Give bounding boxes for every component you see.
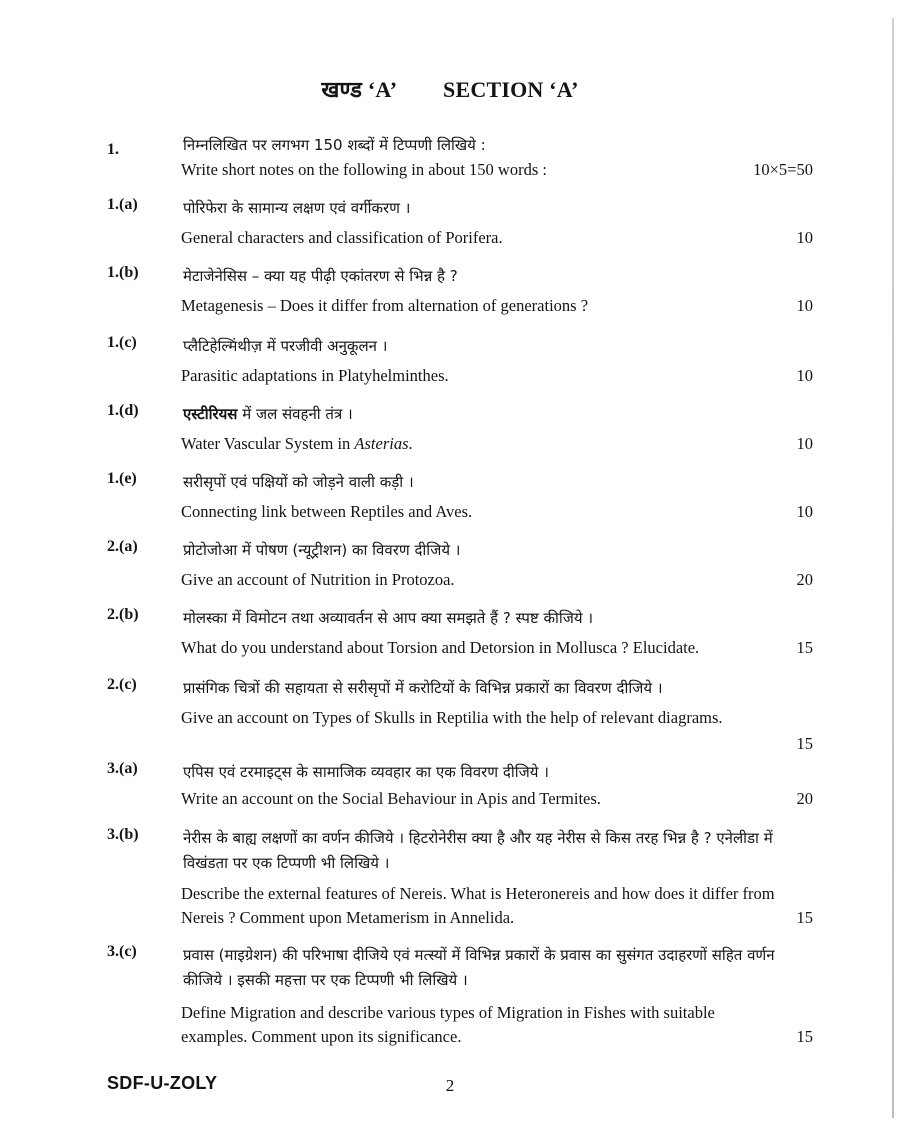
hindi-text-rest: में जल संवहनी तंत्र । (237, 405, 353, 423)
question-marks: 15 (796, 908, 813, 927)
question-marks: 10 (796, 228, 813, 247)
question-marks: 15 (796, 1027, 813, 1046)
question-marks: 10 (796, 434, 813, 453)
section-header (0, 74, 900, 104)
question-marks: 20 (796, 570, 813, 589)
question-number: 1.(c) (107, 334, 137, 351)
english-text-tail: . (408, 434, 413, 453)
page-number: 2 (445, 1076, 455, 1095)
question-text-hindi: पोरिफेरा के सामान्य लक्षण एवं वर्गीकरण । (183, 199, 411, 217)
question-text-english: Parasitic adaptations in Platyhelminthes. (181, 366, 449, 385)
question-text-hindi: मेटाजेनेसिस – क्या यह पीढ़ी एकांतरण से भिन्न है ? (183, 267, 458, 285)
question-marks: 20 (796, 789, 813, 808)
question-text-hindi: मोलस्का में विमोटन तथा अव्यावर्तन से आप क्या समझते हैं ? स्पष्ट कीजिये । (183, 609, 594, 627)
question-number: 3.(c) (107, 943, 137, 960)
question-number: 1.(a) (107, 196, 138, 213)
question-number: 1. (107, 141, 119, 158)
question-text-hindi (183, 402, 813, 427)
question-number: 3.(a) (107, 760, 138, 777)
question-text-hindi: प्रवास (माइग्रेशन) की परिभाषा दीजिये एवं मत्स्यों में विभिन्न प्रकारों के प्रवास का सुसंगत उदाहरणों सहित वर्णन कीजिये । इसकी महत्ता पर एक टिप्पणी भी लिखिये । (183, 946, 775, 989)
question-text-english: Give an account on Types of Skulls in Reptilia with the help of relevant diagrams. (181, 708, 723, 727)
question-number: 2.(c) (107, 676, 137, 693)
question-text-english: Give an account of Nutrition in Protozoa. (181, 570, 455, 589)
question-text-hindi: सरीसृपों एवं पक्षियों को जोड़ने वाली कड़ी । (183, 473, 414, 491)
question-number: 3.(b) (107, 826, 139, 843)
question-text-hindi: निम्नलिखित पर लगभग 150 शब्दों में टिप्पणी लिखिये : (183, 136, 486, 154)
question-marks: 10 (796, 296, 813, 315)
question-text-english: Write an account on the Social Behaviour in Apis and Termites. (181, 789, 601, 808)
question-text-english: Write short notes on the following in about 150 words : (181, 160, 547, 179)
question-number: 2.(a) (107, 538, 138, 555)
question-text-hindi: प्लैटिहेल्मिंथीज़ में परजीवी अनुकूलन । (183, 337, 388, 355)
question-text-english: Metagenesis – Does it differ from alternation of generations ? (181, 296, 589, 315)
section-header-hindi: खण्ड ‘A’ (321, 77, 398, 102)
question-text-english: Connecting link between Reptiles and Aves. (181, 502, 473, 521)
question-text-english: Define Migration and describe various types of Migration in Fishes with suitable examples. Comment upon its significance. (181, 1003, 715, 1046)
question-marks: 10 (796, 502, 813, 521)
question-number: 2.(b) (107, 606, 139, 623)
question-text-english: General characters and classification of Porifera. (181, 228, 503, 247)
hindi-bold-term: एस्टीरियस (183, 405, 238, 423)
question-number: 1.(b) (107, 264, 139, 281)
question-marks: 10×5=50 (753, 160, 813, 179)
page-edge-shadow (892, 18, 894, 1118)
paper-code: SDF-U-ZOLY (107, 1073, 218, 1093)
question-text-english: What do you understand about Torsion and Detorsion in Mollusca ? Elucidate. (181, 638, 700, 657)
english-text-lead: Water Vascular System in (181, 434, 355, 453)
question-number: 1.(e) (107, 470, 137, 487)
question-text-hindi: नेरीस के बाह्य लक्षणों का वर्णन कीजिये । हिटरोनेरीस क्या है और यह नेरीस से किस तरह भिन्न है ? एनेलीडा में विखंडता पर एक टिप्पणी भी लिखिये । (183, 829, 773, 872)
question-text-english (181, 432, 783, 456)
question-text-hindi: प्रोटोजोआ में पोषण (न्यूट्रीशन) का विवरण दीजिये । (183, 541, 461, 559)
question-number: 1.(d) (107, 402, 139, 419)
question-text-hindi: एपिस एवं टरमाइट्स के सामाजिक व्यवहार का एक विवरण दीजिये । (183, 763, 549, 781)
question-marks: 15 (796, 638, 813, 657)
question-marks: 15 (796, 734, 813, 753)
question-text-english: Describe the external features of Nereis. What is Heteronereis and how does it differ from Nereis ? Comment upon Metamerism in Annelida. (181, 884, 775, 927)
question-text-hindi: प्रासंगिक चित्रों की सहायता से सरीसृपों में करोटियों के विभिन्न प्रकारों का विवरण दीजिये । (183, 679, 663, 697)
english-italic-term: Asterias (354, 434, 409, 453)
question-marks: 10 (796, 366, 813, 385)
section-header-english: SECTION ‘A’ (443, 77, 579, 102)
